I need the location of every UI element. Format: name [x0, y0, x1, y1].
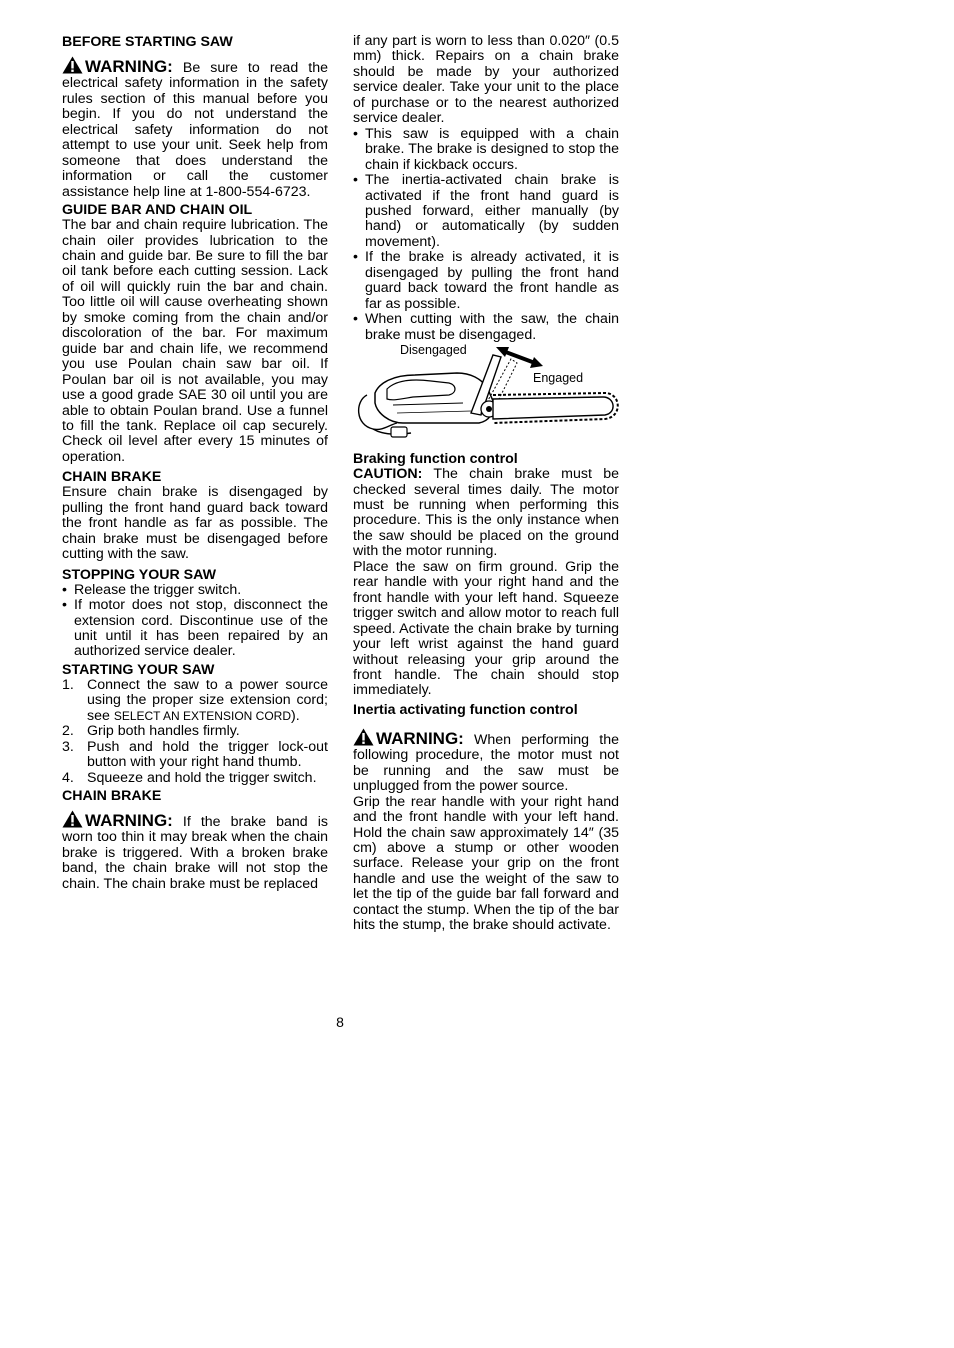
heading-before-starting: BEFORE STARTING SAW — [62, 34, 233, 50]
warning-unplugged — [353, 728, 619, 795]
list-item: • If the brake is already activated, it is disengaged by pulling the front hand guard back toward the front handle as far as possible. — [353, 250, 619, 312]
caution-paragraph: CAUTION: The chain brake must be checked several times daily. The motor must be running when performing this procedure. This is the only instance when the saw should be placed on the ground with the motor running. — [353, 466, 619, 560]
list-number: 3. — [62, 738, 74, 755]
warning-triangle-icon — [353, 728, 374, 746]
oil-paragraph: The bar and chain require lubrication. The chain oiler provides lubrication to the chain and guide bar. Be sure to fill the bar oil tank before each cutting session. Lack of oil will quickly ruin the bar and chain. Too little oil will cause overheating shown by smoke coming from the chain and/or discoloration of the bar. For maximum guide bar and chain life, we recommend you use Poulan chain saw bar oil. If Poulan bar oil is not available, you may use a good grade SAE 30 oil until you are able to obtain Poulan brand. Use a funnel to fill the tank. Replace oil cap securely. Check oil level after every 15 minutes of operation. — [62, 217, 328, 465]
heading-stopping-saw: STOPPING YOUR SAW — [62, 566, 216, 583]
warning-triangle-icon — [62, 810, 83, 828]
chainsaw-drawing — [353, 343, 619, 451]
starting-list — [62, 678, 328, 786]
list-item: 2. Grip both handles firmly. — [62, 723, 240, 740]
warning-label: WARNING: — [85, 811, 173, 831]
warning-unplugged-text: When performing the following procedure, the motor must not be running and the saw must be unplugged from the power source. — [353, 731, 619, 795]
warning-brake-band — [62, 810, 328, 892]
heading-inertia-function: Inertia activating function control — [353, 701, 578, 718]
place-paragraph: Place the saw on firm ground. Grip the rear handle with your right hand and the front handle with your left hand. Squeeze trigger switch and allow motor to reach full speed. Activate the chain brake by turning your left wrist against the hand guard without releasing your grip around the front handle. The chain should stop immediately. — [353, 558, 619, 699]
warning-label: WARNING: — [85, 57, 173, 76]
warning-electrical — [62, 56, 328, 200]
label-disengaged: Disengaged — [400, 343, 467, 358]
chain-brake-paragraph: Ensure chain brake is disengaged by pulling the front hand guard back toward the front handle as far as possible. The chain brake must be disengaged before cutting with the saw. — [62, 484, 328, 563]
brake-bullet-list — [353, 127, 619, 343]
list-item: • The inertia-activated chain brake is activated if the front hand guard is pushed forward, either manually (by hand) or automatically (by sudden movement). — [353, 173, 619, 250]
list-item: • If motor does not stop, disconnect the extension cord. Discontinue use of the unit until it has been repaired by an authorized service dealer. — [62, 598, 328, 660]
left-column — [62, 34, 328, 892]
list-item: 1. Connect the saw to a power source using the proper size extension cord; see SELECT AN EXTENSION CORD). — [62, 676, 328, 724]
continued-paragraph: if any part is worn to less than 0.020″ (0.5 mm) thick. Repairs on a chain brake should be made by your authorized service dealer. Take your unit to the place of purchase or to the nearest authorized service dealer. — [353, 33, 619, 127]
page-number: 8 — [336, 1014, 344, 1030]
right-column — [353, 34, 619, 934]
heading-chain-brake-2: CHAIN BRAKE — [62, 788, 162, 805]
heading-guide-bar-oil: GUIDE BAR AND CHAIN OIL — [62, 202, 253, 219]
list-number: 2. — [62, 723, 74, 740]
list-number: 1. — [62, 676, 74, 693]
label-engaged: Engaged — [533, 371, 584, 386]
list-item: 4. Squeeze and hold the trigger switch. — [62, 769, 317, 786]
warning-brake-band-text: If the brake band is worn too thin it may break when the chain brake is triggered. With a broken brake band, the chain brake will not stop the chain. The chain brake must be replaced — [62, 814, 328, 892]
warning-triangle-icon — [62, 56, 83, 74]
caution-label: CAUTION: — [353, 466, 423, 483]
chain-brake-illustration — [353, 343, 619, 451]
list-item: 3. Push and hold the trigger lock-out button with your right hand thumb. — [62, 738, 328, 771]
list-number: 4. — [62, 769, 74, 786]
heading-braking-function: Braking function control — [353, 451, 518, 468]
list-item: • When cutting with the saw, the chain brake must be disengaged. — [353, 312, 619, 343]
stopping-list — [62, 583, 328, 660]
grip-paragraph: Grip the rear handle with your right hand and the front handle with your left hand. Hold the chain saw approximately 14″ (35 cm) above a stump or other wooden surface. Release your grip on the front handle and use the weight of the saw to let the tip of the guide bar fall forward and contact the stump. When the tip of the bar hits the stump, the brake should activate. — [353, 793, 619, 934]
warning-label: WARNING: — [376, 728, 464, 748]
heading-chain-brake-1: CHAIN BRAKE — [62, 469, 162, 486]
list-item: • Release the trigger switch. — [62, 583, 328, 598]
warning-electrical-text: Be sure to read the electrical safety information in the safety rules section of this manual before you begin. If you do not understand the electrical safety information do not attempt to use your unit. Seek help from someone that does understand the information or call the customer assistance help line at 1-800-554-6723. — [62, 60, 328, 200]
list-item: • This saw is equipped with a chain brake. The brake is designed to stop the chain if kickback occurs. — [353, 127, 619, 173]
double-arrow-icon — [496, 347, 543, 368]
heading-starting-saw: STARTING YOUR SAW — [62, 661, 215, 678]
